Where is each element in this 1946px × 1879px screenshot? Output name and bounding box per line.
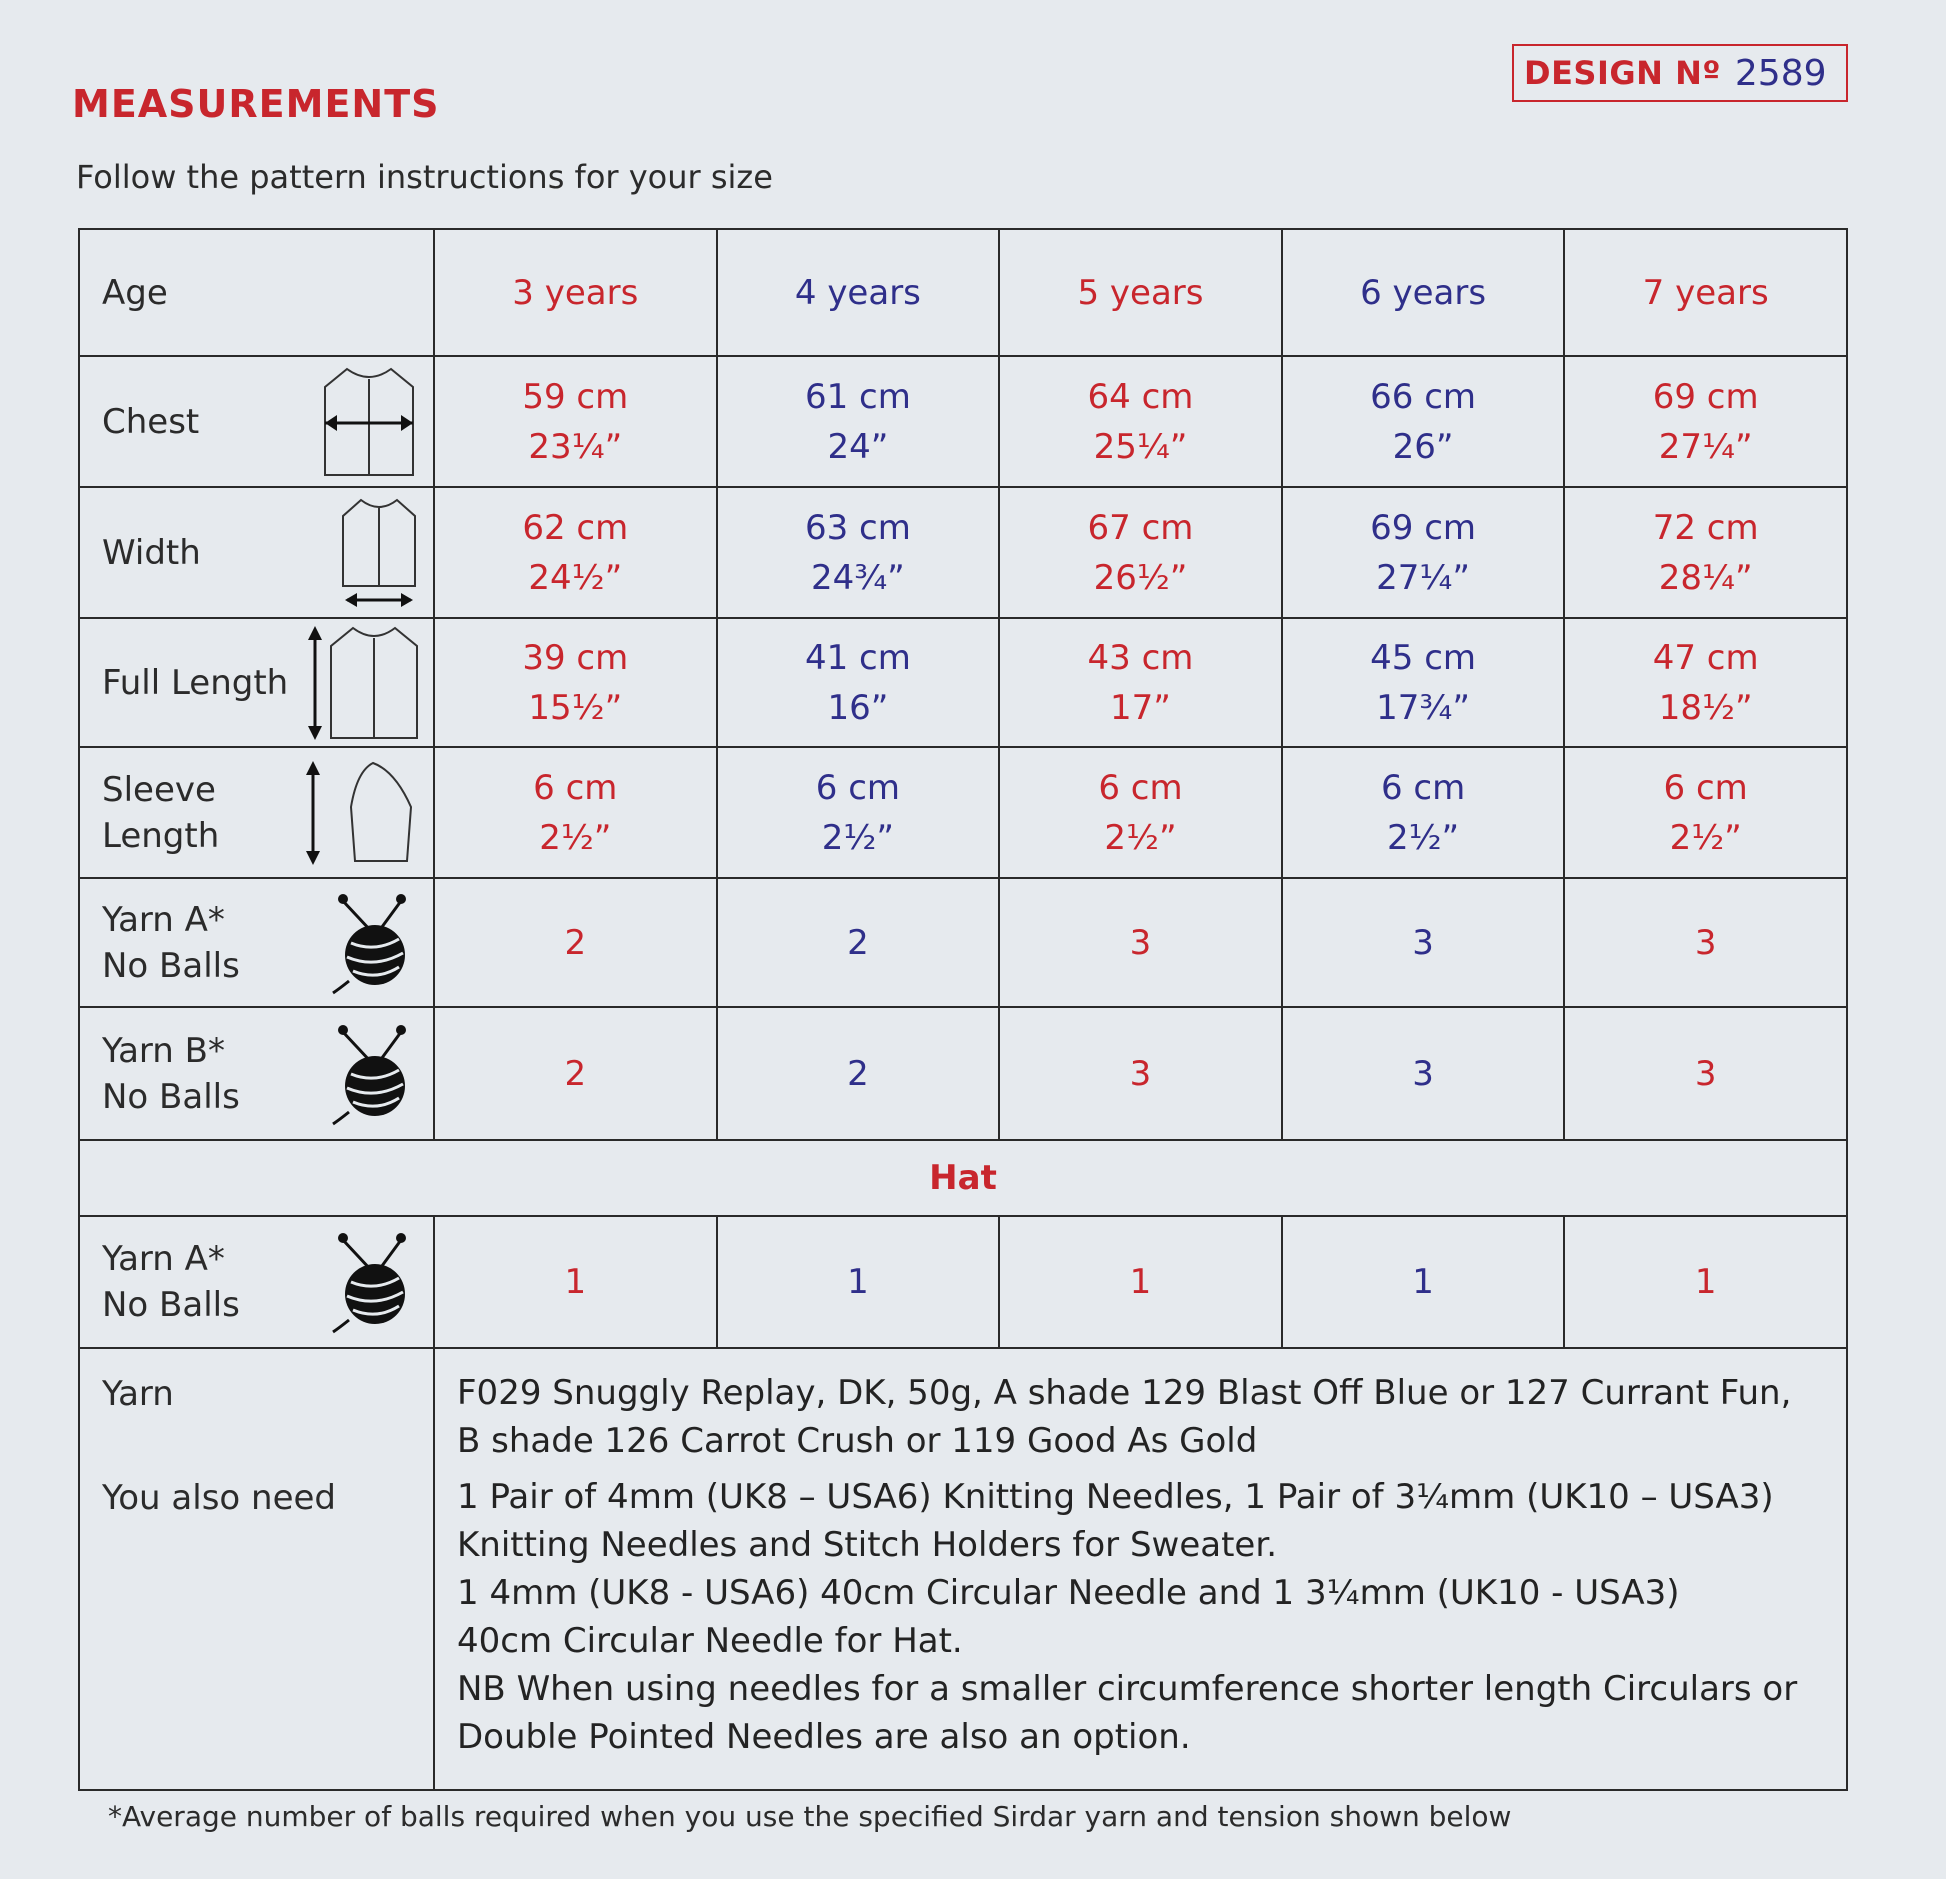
sleeve-length-row bbox=[79, 747, 1847, 878]
age-header: 5 years bbox=[999, 229, 1282, 356]
full-length-value: 43 cm 17” bbox=[999, 618, 1282, 747]
age-row bbox=[79, 229, 1847, 356]
hat-yarn-a-balls: 1 bbox=[999, 1216, 1282, 1348]
yarn-a-balls: 3 bbox=[999, 878, 1282, 1007]
yarn-ball-icon bbox=[329, 1022, 413, 1126]
age-label-cell bbox=[79, 229, 434, 356]
chest-row bbox=[79, 356, 1847, 487]
sleeve-length-measure-icon bbox=[299, 757, 419, 869]
also-need-label: You also need bbox=[102, 1478, 336, 1518]
row-label: Yarn A* No Balls bbox=[102, 1239, 240, 1325]
yarn-description: F029 Snuggly Replay, DK, 50g, A shade 129 Blast Off Blue or 127 Currant Fun, B shade 126 Carrot Crush or 119 Good As Gold bbox=[457, 1373, 1792, 1461]
materials-label-cell bbox=[79, 1348, 434, 1790]
row-label: Full Length bbox=[102, 662, 289, 703]
age-header: 3 years bbox=[434, 229, 717, 356]
chest-value: 64 cm 25¼” bbox=[999, 356, 1282, 487]
full-length-value: 41 cm 16” bbox=[717, 618, 1000, 747]
row-label-cell bbox=[79, 356, 434, 487]
age-header: 6 years bbox=[1282, 229, 1565, 356]
row-label-cell bbox=[79, 1216, 434, 1348]
yarn-b-balls: 3 bbox=[999, 1007, 1282, 1140]
full-length-value: 45 cm 17¾” bbox=[1282, 618, 1565, 747]
row-label-cell bbox=[79, 747, 434, 878]
chest-measure-icon bbox=[317, 363, 421, 481]
width-value: 62 cm 24½” bbox=[434, 487, 717, 618]
hat-section-label: Hat bbox=[79, 1140, 1847, 1216]
row-label-cell bbox=[79, 878, 434, 1007]
footnote: *Average number of balls required when you use the specified Sirdar yarn and tension shown below bbox=[108, 1800, 1512, 1833]
hat-yarn-a-balls: 1 bbox=[434, 1216, 717, 1348]
sleeve-length-value: 6 cm 2½” bbox=[999, 747, 1282, 878]
width-row bbox=[79, 487, 1847, 618]
page-heading: MEASUREMENTS bbox=[72, 82, 440, 126]
width-value: 63 cm 24¾” bbox=[717, 487, 1000, 618]
hat-section-row bbox=[79, 1140, 1847, 1216]
yarn-a-balls: 3 bbox=[1282, 878, 1565, 1007]
width-value: 72 cm 28¼” bbox=[1564, 487, 1847, 618]
design-label: DESIGN Nº bbox=[1524, 54, 1721, 92]
row-label: Chest bbox=[102, 401, 200, 442]
chest-value: 59 cm 23¼” bbox=[434, 356, 717, 487]
hat-yarn-a-balls: 1 bbox=[717, 1216, 1000, 1348]
yarn-label: Yarn bbox=[102, 1374, 174, 1414]
design-number-box bbox=[1512, 44, 1848, 102]
yarn-ball-icon bbox=[329, 891, 413, 995]
age-header: 4 years bbox=[717, 229, 1000, 356]
design-number: 2589 bbox=[1734, 52, 1827, 94]
yarn-a-row bbox=[79, 878, 1847, 1007]
yarn-a-balls: 2 bbox=[717, 878, 1000, 1007]
row-label-cell bbox=[79, 487, 434, 618]
yarn-b-balls: 2 bbox=[717, 1007, 1000, 1140]
row-label-cell bbox=[79, 1007, 434, 1140]
sleeve-length-value: 6 cm 2½” bbox=[1282, 747, 1565, 878]
row-label: Yarn B* No Balls bbox=[102, 1030, 240, 1117]
yarn-ball-icon bbox=[329, 1230, 413, 1334]
needles-description: 1 Pair of 4mm (UK8 – USA6) Knitting Needles, 1 Pair of 3¼mm (UK10 – USA3) Knitting Needles and Stitch Holders for Sweater. 1 4mm (UK8 - USA6) 40cm Circular Needle and 1 3¼mm (UK10 - USA3) 40cm Circular Needle for Hat. NB When using needles for a smaller circumference shorter length Circulars or Double Pointed Needles are also an option. bbox=[457, 1477, 1798, 1757]
row-label: Yarn A* No Balls bbox=[102, 899, 240, 986]
materials-text-cell bbox=[434, 1348, 1847, 1790]
hat-yarn-a-balls: 1 bbox=[1564, 1216, 1847, 1348]
sleeve-length-value: 6 cm 2½” bbox=[434, 747, 717, 878]
yarn-a-balls: 3 bbox=[1564, 878, 1847, 1007]
width-value: 67 cm 26½” bbox=[999, 487, 1282, 618]
hat-yarn-a-row bbox=[79, 1216, 1847, 1348]
width-measure-icon bbox=[337, 494, 421, 612]
measurements-table bbox=[78, 228, 1848, 1791]
yarn-b-balls: 2 bbox=[434, 1007, 717, 1140]
sleeve-length-value: 6 cm 2½” bbox=[717, 747, 1000, 878]
full-length-value: 47 cm 18½” bbox=[1564, 618, 1847, 747]
age-header: 7 years bbox=[1564, 229, 1847, 356]
row-label-cell bbox=[79, 618, 434, 747]
yarn-b-balls: 3 bbox=[1564, 1007, 1847, 1140]
chest-value: 69 cm 27¼” bbox=[1564, 356, 1847, 487]
hat-yarn-a-balls: 1 bbox=[1282, 1216, 1565, 1348]
full-length-row bbox=[79, 618, 1847, 747]
subtitle: Follow the pattern instructions for your size bbox=[76, 158, 773, 196]
yarn-b-row bbox=[79, 1007, 1847, 1140]
sleeve-length-value: 6 cm 2½” bbox=[1564, 747, 1847, 878]
chest-value: 66 cm 26” bbox=[1282, 356, 1565, 487]
full-length-measure-icon bbox=[301, 622, 425, 744]
width-value: 69 cm 27¼” bbox=[1282, 487, 1565, 618]
age-label: Age bbox=[102, 272, 168, 313]
row-label: Sleeve Length bbox=[102, 769, 220, 856]
full-length-value: 39 cm 15½” bbox=[434, 618, 717, 747]
yarn-b-balls: 3 bbox=[1282, 1007, 1565, 1140]
yarn-a-balls: 2 bbox=[434, 878, 717, 1007]
materials-row bbox=[79, 1348, 1847, 1790]
row-label: Width bbox=[102, 532, 201, 573]
chest-value: 61 cm 24” bbox=[717, 356, 1000, 487]
